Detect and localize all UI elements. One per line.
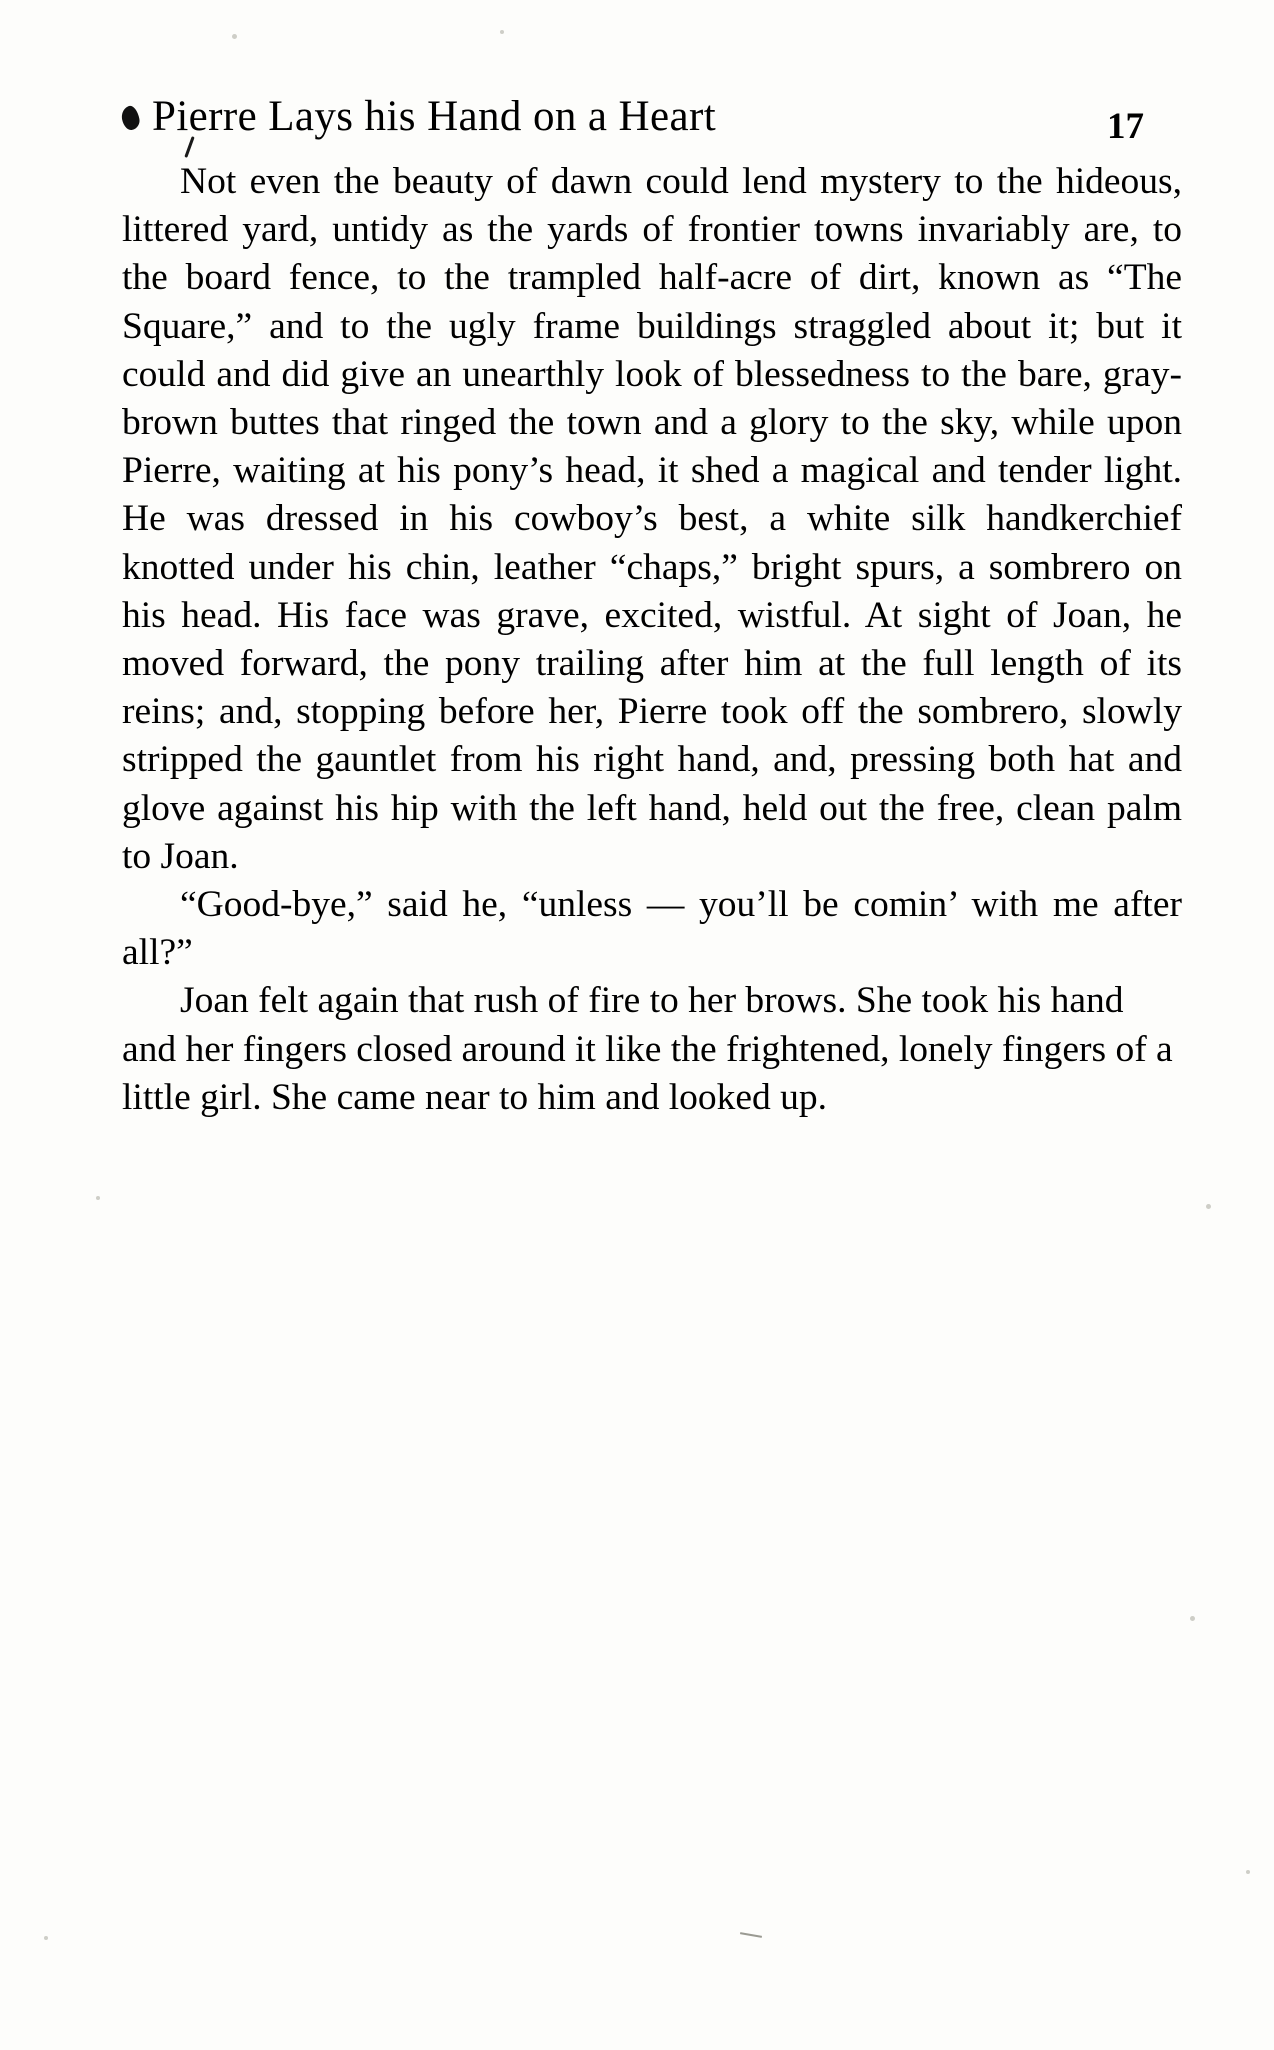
paragraph: “Good-bye,” said he, “unless — you’ll be comin’ with me after all?”	[122, 884, 1182, 974]
paper-speck	[1246, 1870, 1250, 1874]
paper-speck	[96, 1196, 100, 1200]
running-head: Pierre Lays his Hand on a Heart	[152, 93, 717, 140]
page-content	[122, 92, 1182, 1122]
paper-speck	[1190, 1616, 1195, 1621]
page-header	[122, 92, 1182, 154]
body-text	[122, 158, 1182, 1122]
paper-speck	[1206, 1204, 1211, 1209]
ink-blot-icon	[120, 104, 142, 131]
paper-speck	[232, 34, 237, 39]
page-number: 17	[1107, 106, 1144, 147]
paper-speck	[44, 1936, 48, 1940]
paper-mark	[740, 1932, 762, 1938]
paragraph: Joan felt again that rush of fire to her brows. She took his hand and her fingers closed around it like the frightened, lonely fingers of a little girl. She came near to him and looked up.	[122, 980, 1173, 1118]
paragraph: Not even the beauty of dawn could lend mystery to the hideous, littered yard, untidy as the yards of frontier towns invariably are, to the board fence, to the trampled half-acre of dirt, known as “The Square,” and to the ugly frame buildings straggled about it; but it could and did give an unearthly look of blessedness to the bare, gray-brown buttes that ringed the town and a glory to the sky, while upon Pierre, waiting at his pony’s head, it shed a magical and tender light. He was dressed in his cowboy’s best, a white silk handkerchief knotted under his chin, leather “chaps,” bright spurs, a sombrero on his head. His face was grave, excited, wistful. At sight of Joan, he moved forward, the pony trailing after him at the full length of its reins; and, stopping before her, Pierre took off the sombrero, slowly stripped the gauntlet from his right hand, and, pressing both hat and glove against his hip with the left hand, held out the free, clean palm to Joan.	[122, 161, 1182, 877]
paper-speck	[500, 30, 504, 34]
